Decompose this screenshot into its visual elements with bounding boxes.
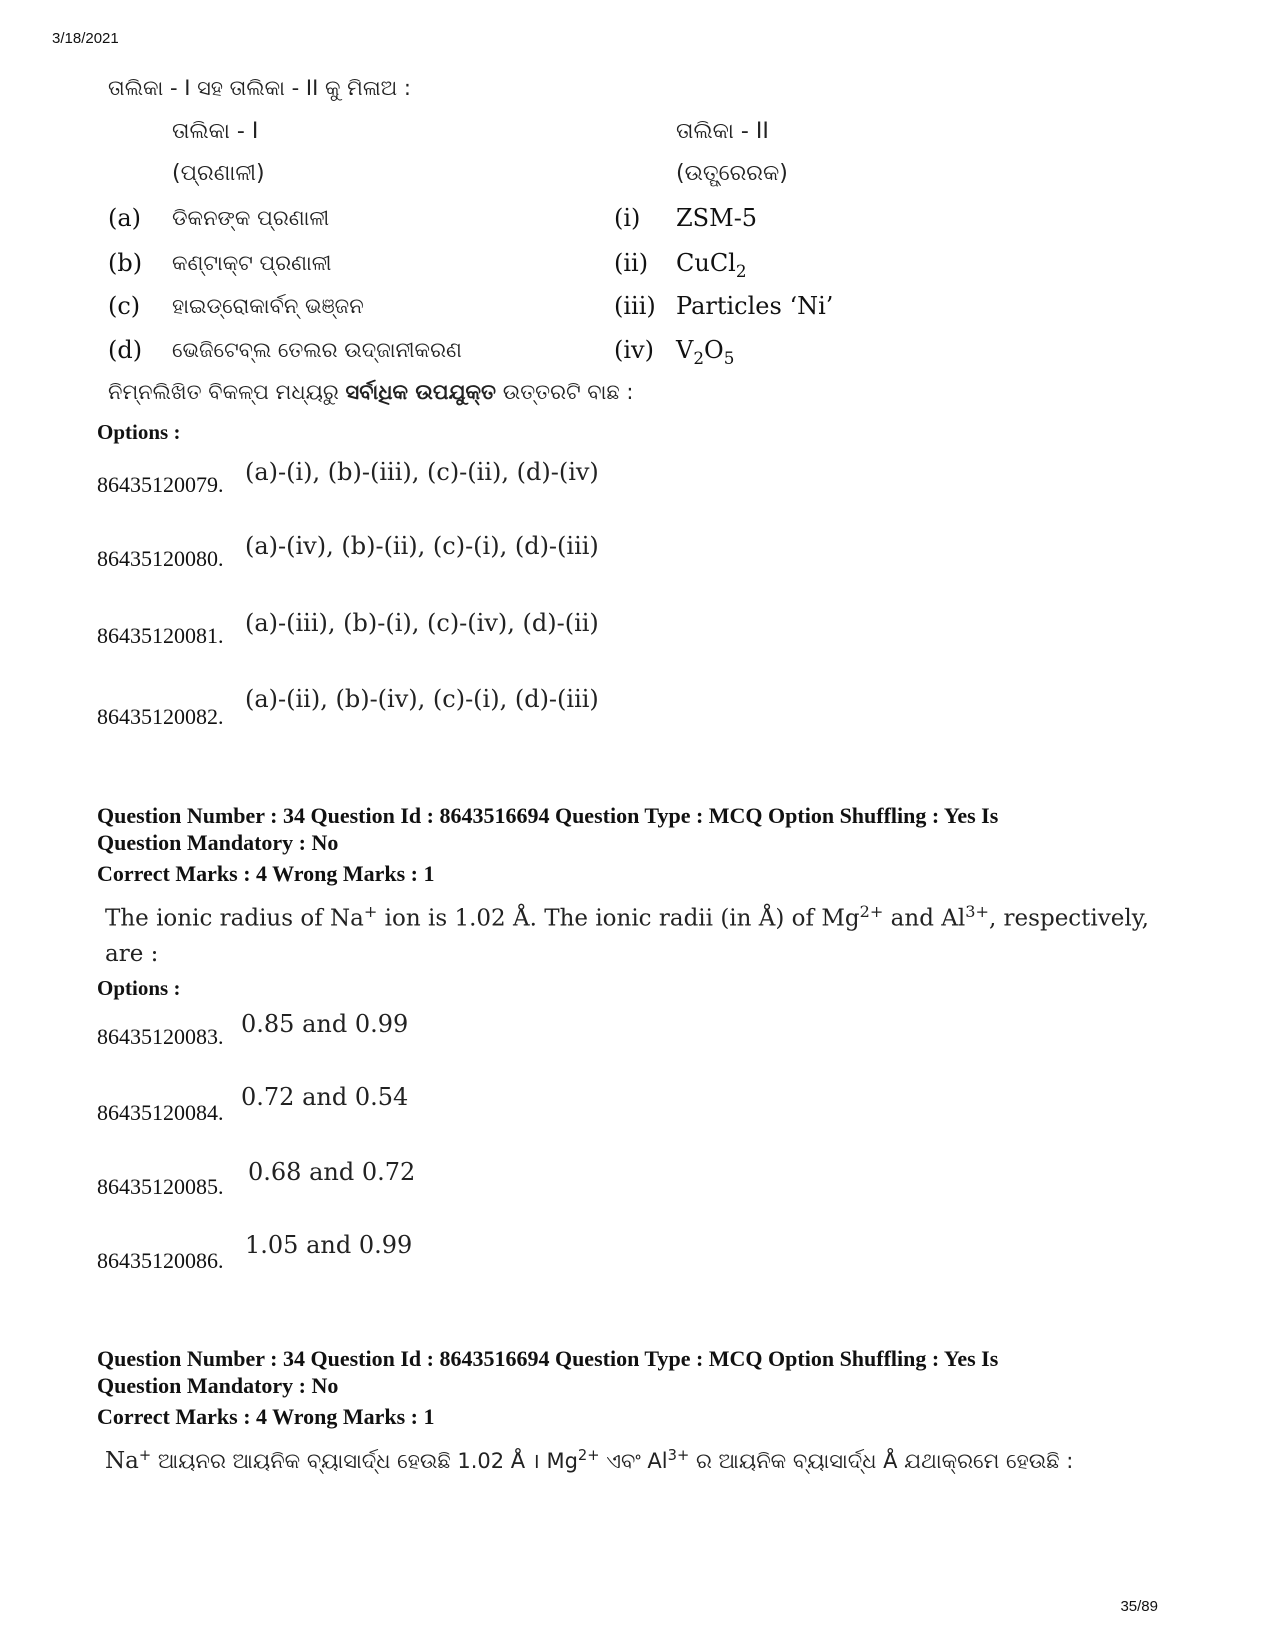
q34a-marks: Correct Marks : 4 Wrong Marks : 1 bbox=[97, 861, 435, 886]
row-a-item: ଡିକନଙ୍କ ପ୍ରଣାଳୀ bbox=[172, 206, 330, 230]
option-id: 86435120079. bbox=[97, 472, 224, 497]
option-text: (a)-(iii), (b)-(i), (c)-(iv), (d)-(ii) bbox=[245, 609, 599, 637]
row-b-label: (b) bbox=[108, 249, 143, 277]
option-text: 0.68 and 0.72 bbox=[248, 1158, 416, 1186]
q33-options-label: Options : bbox=[97, 420, 181, 444]
q34a-meta: Question Number : 34 Question Id : 8643516694 Question Type : MCQ Option Shuffling : Yes Is Question Mandatory : No bbox=[97, 803, 999, 855]
print-date: 3/18/2021 bbox=[52, 30, 119, 47]
q34b-meta: Question Number : 34 Question Id : 8643516694 Question Type : MCQ Option Shuffling : Yes Is Question Mandatory : No bbox=[97, 1346, 999, 1398]
row-d-item: ଭେଜିଟେବ୍ଲ ତେଲର ଉଦ୍‌ଜାନୀକରଣ bbox=[172, 338, 462, 362]
option-text: (a)-(iv), (b)-(ii), (c)-(i), (d)-(iii) bbox=[245, 532, 599, 560]
row-i-label: (i) bbox=[614, 204, 641, 232]
list1-title: ତାଲିକା - I bbox=[172, 119, 259, 144]
row-d-label: (d) bbox=[108, 336, 143, 364]
option-id: 86435120080. bbox=[97, 546, 224, 571]
q33-instruction: ତାଲିକା - I ସହ ତାଲିକା - II କୁ ମିଳାଅ : bbox=[108, 76, 411, 100]
list2-title: ତାଲିକା - II bbox=[676, 119, 769, 144]
q34b-marks: Correct Marks : 4 Wrong Marks : 1 bbox=[97, 1404, 435, 1429]
q34a-stem-line2: are : bbox=[105, 941, 159, 967]
option-text: (a)-(i), (b)-(iii), (c)-(ii), (d)-(iv) bbox=[245, 458, 599, 486]
option-text: 1.05 and 0.99 bbox=[245, 1231, 413, 1259]
list2-subtitle: (ଉତ୍ପ୍ରେରକ) bbox=[676, 161, 788, 186]
row-iv-catalyst: $V_2O_5$ bbox=[676, 336, 735, 368]
row-iv-label: (iv) bbox=[614, 336, 654, 364]
row-ii-catalyst: CuCl$_2$ bbox=[676, 249, 747, 281]
option-text: 0.72 and 0.54 bbox=[241, 1083, 409, 1111]
row-c-label: (c) bbox=[108, 292, 141, 320]
option-text: 0.85 and 0.99 bbox=[241, 1010, 409, 1038]
option-id: 86435120081. bbox=[97, 623, 224, 648]
option-id: 86435120086. bbox=[97, 1248, 224, 1273]
option-id: 86435120085. bbox=[97, 1174, 224, 1199]
option-id: 86435120082. bbox=[97, 704, 224, 729]
option-text: (a)-(ii), (b)-(iv), (c)-(i), (d)-(iii) bbox=[245, 685, 599, 713]
list1-subtitle: (ପ୍ରଣାଳୀ) bbox=[172, 161, 265, 186]
q33-choose-instruction: ନିମ୍ନଲିଖିତ ବିକଳ୍ପ ମଧ୍ୟରୁ ସର୍ବାଧିକ ଉପଯୁକ୍ତ ଉତ୍ତରଟି ବାଛ : bbox=[108, 380, 634, 404]
row-iii-catalyst: Particles ‘Ni’ bbox=[676, 292, 834, 320]
option-id: 86435120083. bbox=[97, 1024, 224, 1049]
page-number: 35/89 bbox=[1120, 1598, 1158, 1615]
q34b-stem: Na+ ଆୟନର ଆୟନିକ ବ୍ୟାସାର୍ଦ୍ଧ ହେଉଛି 1.02 Å । $Mg^{2+}$ ଏବଂ $Al^{3+}$ ର ଆୟନିକ ବ୍ୟାସାର୍ଦ୍ଧ Å ଯଥାକ୍ରମେ ହେଉଛି : bbox=[105, 1447, 1074, 1474]
row-c-item: ହାଇଡ୍ରୋକାର୍ବନ୍ ଭଞ୍ଜନ bbox=[172, 294, 364, 318]
row-iii-label: (iii) bbox=[614, 292, 656, 320]
option-id: 86435120084. bbox=[97, 1100, 224, 1125]
row-b-item: କଣ୍ଟାକ୍ଟ ପ୍ରଣାଳୀ bbox=[172, 251, 332, 275]
row-a-label: (a) bbox=[108, 204, 142, 232]
q34a-stem: The ionic radius of Na+ ion is 1.02 Å. The ionic radii (in Å) of $Mg^{2+}$ and $Al^{3+}$, respectively, bbox=[105, 902, 1149, 932]
row-ii-label: (ii) bbox=[614, 249, 649, 277]
row-i-catalyst: ZSM-5 bbox=[676, 204, 758, 232]
q34a-options-label: Options : bbox=[97, 976, 181, 1000]
